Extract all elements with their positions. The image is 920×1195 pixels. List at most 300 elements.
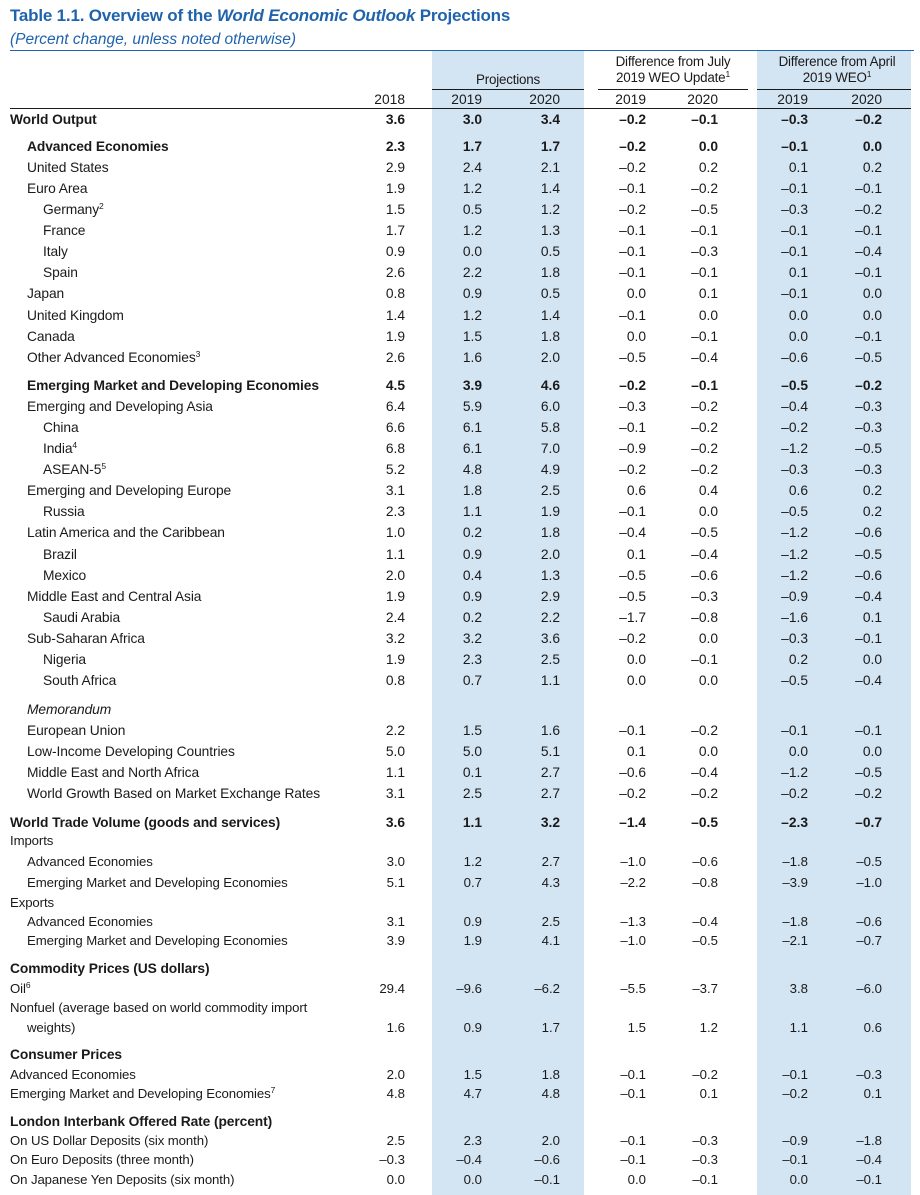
row-label-text: Advanced Economies (27, 139, 169, 154)
row-value: –0.1 (692, 1172, 718, 1187)
row-value: –0.4 (855, 673, 882, 688)
row-value: –1.8 (782, 854, 808, 869)
row-value: 1.1 (385, 765, 405, 780)
row-label-text: Emerging and Developing Europe (27, 483, 232, 498)
table-subtitle: (Percent change, unless noted otherwise) (10, 31, 297, 48)
row-value: 6.8 (385, 441, 405, 456)
row-value: –0.3 (856, 1067, 882, 1082)
row-value: –0.2 (692, 1067, 718, 1082)
table-row (0, 263, 920, 282)
table-row (0, 1018, 920, 1037)
row-label (43, 242, 68, 261)
row-value: 0.0 (386, 1172, 405, 1187)
row-value: 1.3 (540, 568, 560, 583)
row-value: –0.1 (619, 420, 646, 435)
row-label (10, 893, 54, 912)
row-label (27, 912, 153, 931)
row-label-text: Emerging Market and Developing Economies (27, 875, 288, 890)
row-value: 3.1 (385, 483, 405, 498)
row-label-text: Consumer Prices (10, 1047, 122, 1062)
row-value: –0.9 (781, 589, 808, 604)
row-value: –0.1 (691, 378, 718, 393)
row-value: 3.8 (789, 981, 808, 996)
row-value: –0.5 (692, 933, 718, 948)
row-value: 1.7 (385, 223, 405, 238)
row-value: 3.2 (462, 631, 482, 646)
row-label-text: European Union (27, 723, 126, 738)
table-row (0, 200, 920, 219)
table-row (0, 979, 920, 998)
table-row (0, 348, 920, 367)
row-value: –0.1 (619, 308, 646, 323)
row-value: –0.8 (692, 875, 718, 890)
row-label (27, 784, 320, 803)
row-value: 4.8 (541, 1086, 560, 1101)
table-row (0, 742, 920, 761)
row-value: 1.7 (540, 139, 560, 154)
row-value: 0.1 (699, 1086, 718, 1101)
row-value: 0.1 (626, 744, 646, 759)
row-label-text: London Interbank Offered Rate (percent) (10, 1114, 273, 1129)
row-value: 5.2 (385, 462, 405, 477)
row-label-text: ASEAN-5 (43, 462, 102, 477)
row-label-text: Advanced Economies (27, 914, 153, 929)
row-value: –0.5 (619, 589, 646, 604)
row-value: –0.4 (856, 1152, 882, 1167)
row-value: –1.2 (781, 525, 808, 540)
row-label (27, 523, 225, 542)
row-value: –0.9 (619, 441, 646, 456)
row-value: 2.2 (385, 723, 405, 738)
row-label-text: South Africa (43, 673, 117, 688)
table-row (0, 831, 920, 850)
table-row (0, 376, 920, 395)
row-value: 0.2 (862, 160, 882, 175)
row-label (43, 221, 85, 240)
row-value: –6.0 (856, 981, 882, 996)
row-value: 0.0 (788, 744, 808, 759)
row-value: –0.2 (691, 462, 718, 477)
table-row (0, 852, 920, 871)
row-value: 0.1 (863, 1086, 882, 1101)
row-value: –0.4 (781, 399, 808, 414)
row-value: 0.0 (862, 308, 882, 323)
row-value: 0.2 (698, 160, 718, 175)
row-value: 6.6 (385, 420, 405, 435)
row-value: –0.2 (855, 112, 882, 127)
row-value: 2.0 (386, 1067, 405, 1082)
row-label (10, 110, 97, 129)
row-label (27, 742, 235, 761)
row-label (43, 263, 78, 282)
row-label-text: France (43, 223, 86, 238)
table-row (0, 1150, 920, 1169)
table-row (0, 1084, 920, 1103)
row-label (43, 460, 106, 479)
table-row (0, 110, 920, 129)
row-value: –0.1 (782, 1067, 808, 1082)
row-value: –0.1 (781, 223, 808, 238)
row-value: –0.1 (619, 244, 646, 259)
row-label-text: Imports (10, 833, 54, 848)
row-value: 2.0 (540, 350, 560, 365)
row-value: –0.5 (691, 525, 718, 540)
row-value: –0.6 (534, 1152, 560, 1167)
table-row (0, 306, 920, 325)
row-label-text: Emerging Market and Developing Economies (10, 1086, 271, 1101)
row-value: 4.9 (540, 462, 560, 477)
year-header: 2019 (777, 92, 808, 107)
row-value: 0.0 (463, 1172, 482, 1187)
row-label-text: Germany (43, 202, 100, 217)
row-value: –1.4 (619, 815, 646, 830)
row-label-text: United Kingdom (27, 308, 124, 323)
row-value: 1.6 (540, 723, 560, 738)
row-value: –1.6 (781, 610, 808, 625)
table-row (0, 481, 920, 500)
row-label (27, 179, 87, 198)
row-value: –0.4 (691, 350, 718, 365)
row-value: –0.5 (619, 568, 646, 583)
table-row (0, 1112, 920, 1131)
table-row (0, 1170, 920, 1189)
row-label-text: China (43, 420, 79, 435)
row-value: 0.0 (626, 652, 646, 667)
row-value: 5.0 (385, 744, 405, 759)
row-value: 3.2 (540, 815, 560, 830)
row-value: 0.9 (462, 286, 482, 301)
row-value: –0.9 (782, 1133, 808, 1148)
row-value: –3.9 (782, 875, 808, 890)
row-value: –2.1 (782, 933, 808, 948)
row-value: 0.0 (698, 744, 718, 759)
row-value: –0.2 (619, 378, 646, 393)
table-row (0, 545, 920, 564)
row-value: 1.1 (462, 815, 482, 830)
row-value: –0.1 (534, 1172, 560, 1187)
row-label (43, 200, 104, 219)
table-row (0, 523, 920, 542)
row-value: 0.0 (462, 244, 482, 259)
row-value: 3.1 (386, 914, 405, 929)
row-label-text: Emerging Market and Developing Economies (27, 378, 319, 393)
row-value: –0.1 (782, 1152, 808, 1167)
row-label-text: Nonfuel (average based on world commodity import (10, 1000, 308, 1015)
table-title: Table 1.1. Overview of the World Economic Outlook Projections (10, 6, 511, 25)
row-value: –0.2 (619, 112, 646, 127)
row-value: 2.5 (386, 1133, 405, 1148)
row-label-text: Middle East and Central Asia (27, 589, 202, 604)
row-label-text: Nigeria (43, 652, 87, 667)
row-label-text: World Output (10, 112, 97, 127)
row-value: –0.2 (619, 462, 646, 477)
row-value: 1.2 (462, 223, 482, 238)
row-label (43, 502, 85, 521)
row-value: 4.8 (386, 1086, 405, 1101)
row-value: –0.2 (619, 786, 646, 801)
row-value: 2.3 (385, 504, 405, 519)
row-value: 0.1 (698, 286, 718, 301)
row-value: 0.0 (788, 329, 808, 344)
row-value: –0.2 (619, 160, 646, 175)
row-value: –0.2 (691, 399, 718, 414)
row-value: –1.2 (781, 568, 808, 583)
table-row (0, 1065, 920, 1084)
row-value: 2.7 (540, 786, 560, 801)
row-value: 4.7 (463, 1086, 482, 1101)
row-label (27, 481, 231, 500)
row-value: –1.0 (620, 854, 646, 869)
row-value: 0.5 (540, 244, 560, 259)
row-value: –1.2 (781, 441, 808, 456)
row-value: –0.4 (855, 244, 882, 259)
row-value: –0.1 (781, 181, 808, 196)
year-header: 2020 (851, 92, 882, 107)
row-value: 3.6 (540, 631, 560, 646)
row-value: 1.2 (699, 1020, 718, 1035)
row-label (27, 376, 319, 395)
row-label-text: Mexico (43, 568, 87, 583)
row-value: 2.3 (462, 652, 482, 667)
row-value: 2.4 (385, 610, 405, 625)
row-value: –0.5 (619, 350, 646, 365)
row-value: –0.6 (855, 525, 882, 540)
row-value: 1.2 (462, 181, 482, 196)
row-label-text: Sub-Saharan Africa (27, 631, 145, 646)
table-row (0, 650, 920, 669)
row-value: 3.4 (540, 112, 560, 127)
row-value: –0.7 (856, 933, 882, 948)
row-value: 2.6 (385, 350, 405, 365)
row-value: 1.9 (385, 181, 405, 196)
row-value: 0.2 (788, 652, 808, 667)
row-value: –0.6 (691, 568, 718, 583)
table-row (0, 1045, 920, 1064)
row-label (27, 348, 200, 367)
row-label-text: Canada (27, 329, 75, 344)
row-value: –0.8 (691, 610, 718, 625)
row-label (10, 1065, 136, 1084)
row-value: –0.1 (691, 329, 718, 344)
row-value: –0.2 (691, 181, 718, 196)
row-value: 7.0 (540, 441, 560, 456)
row-label-text: Oil (10, 981, 26, 996)
row-value: –0.1 (619, 504, 646, 519)
row-label-text: Middle East and North Africa (27, 765, 200, 780)
row-value: 6.4 (385, 399, 405, 414)
row-value: 5.0 (462, 744, 482, 759)
table-row (0, 700, 920, 719)
row-label-text: United States (27, 160, 109, 175)
table-row (0, 502, 920, 521)
table-row (0, 721, 920, 740)
row-value: –1.0 (856, 875, 882, 890)
row-label (10, 1112, 272, 1131)
row-label-text: Advanced Economies (10, 1067, 136, 1082)
row-value: 0.4 (698, 483, 718, 498)
row-value: 0.0 (862, 652, 882, 667)
row-value: 1.6 (462, 350, 482, 365)
year-header: 2019 (615, 92, 646, 107)
row-value: –0.3 (781, 202, 808, 217)
row-value: 6.1 (462, 441, 482, 456)
row-label (27, 852, 153, 871)
row-value: –0.2 (619, 139, 646, 154)
row-value: –0.5 (691, 202, 718, 217)
row-label-text: Memorandum (27, 702, 112, 717)
row-value: –0.6 (855, 568, 882, 583)
row-value: –0.1 (855, 181, 882, 196)
row-label (10, 979, 30, 998)
row-value: 1.8 (540, 525, 560, 540)
row-label-text: Euro Area (27, 181, 88, 196)
row-value: 0.1 (462, 765, 482, 780)
row-value: 1.9 (385, 652, 405, 667)
table-row (0, 931, 920, 950)
row-value: 0.0 (626, 329, 646, 344)
row-value: 2.6 (385, 265, 405, 280)
row-label (10, 813, 280, 832)
table-row (0, 813, 920, 832)
row-value: 1.4 (385, 308, 405, 323)
row-value: –0.2 (691, 420, 718, 435)
row-value: 1.5 (627, 1020, 646, 1035)
row-label (27, 763, 199, 782)
row-value: –0.1 (691, 265, 718, 280)
row-value: 2.0 (540, 547, 560, 562)
row-value: 0.0 (698, 139, 718, 154)
row-value: 2.4 (462, 160, 482, 175)
table-row (0, 998, 920, 1017)
row-value: –0.1 (781, 139, 808, 154)
row-value: –0.5 (855, 547, 882, 562)
row-label (43, 650, 86, 669)
row-value: 1.1 (385, 547, 405, 562)
row-value: –0.1 (855, 223, 882, 238)
row-value: –0.2 (855, 786, 882, 801)
table-row (0, 784, 920, 803)
row-value: –0.3 (619, 399, 646, 414)
table-row (0, 179, 920, 198)
row-value: –0.6 (619, 765, 646, 780)
row-value: 2.7 (541, 854, 560, 869)
row-value: 2.0 (385, 568, 405, 583)
table-row (0, 959, 920, 978)
row-label (27, 700, 111, 719)
row-label (43, 545, 77, 564)
row-value: 4.8 (462, 462, 482, 477)
row-value: 0.0 (862, 744, 882, 759)
row-value: 1.9 (540, 504, 560, 519)
row-value: –0.5 (781, 378, 808, 393)
footnote-marker: 4 (72, 440, 78, 450)
row-value: 1.3 (540, 223, 560, 238)
table-row (0, 566, 920, 585)
row-label (43, 671, 116, 690)
row-value: 0.9 (463, 1020, 482, 1035)
july-diff-header-line1: Difference from July (615, 54, 731, 69)
row-value: –0.2 (782, 1086, 808, 1101)
row-value: 0.7 (463, 875, 482, 890)
row-value: 3.6 (385, 815, 405, 830)
table-row (0, 873, 920, 892)
row-value: –0.2 (619, 631, 646, 646)
table-row (0, 671, 920, 690)
row-label-text: Spain (43, 265, 78, 280)
row-value: 0.0 (862, 139, 882, 154)
row-value: 6.1 (462, 420, 482, 435)
row-label (27, 587, 201, 606)
row-label-text: World Trade Volume (goods and services) (10, 815, 281, 830)
row-label (43, 608, 120, 627)
row-label-text: Emerging Market and Developing Economies (27, 933, 288, 948)
row-value: –1.8 (782, 914, 808, 929)
row-value: –0.1 (855, 723, 882, 738)
row-value: –0.7 (855, 815, 882, 830)
row-label-text: Italy (43, 244, 68, 259)
row-value: –0.1 (619, 223, 646, 238)
row-label-text: Exports (10, 895, 55, 910)
row-label (10, 831, 53, 850)
footnote-marker: 3 (195, 349, 201, 359)
table-row (0, 418, 920, 437)
row-value: –5.5 (620, 981, 646, 996)
row-value: 29.4 (379, 981, 405, 996)
row-value: 0.2 (462, 525, 482, 540)
table-row (0, 893, 920, 912)
row-value: –0.1 (620, 1133, 646, 1148)
row-label-text: weights) (27, 1020, 76, 1035)
row-value: 6.0 (540, 399, 560, 414)
row-value: 0.5 (540, 286, 560, 301)
row-value: 1.5 (385, 202, 405, 217)
row-value: –0.1 (691, 112, 718, 127)
row-value: 2.5 (540, 652, 560, 667)
row-value: 1.4 (540, 308, 560, 323)
projections-header: Projections (475, 72, 541, 87)
row-value: 0.2 (462, 610, 482, 625)
row-value: –0.3 (781, 112, 808, 127)
table-row (0, 439, 920, 458)
row-value: –0.4 (456, 1152, 482, 1167)
row-value: 1.1 (462, 504, 482, 519)
table-row (0, 608, 920, 627)
row-value: 1.0 (385, 525, 405, 540)
row-value: 5.9 (462, 399, 482, 414)
footnote-marker: 2 (99, 201, 104, 211)
april-diff-header-line1: Difference from April (778, 54, 896, 69)
row-value: –0.1 (691, 652, 718, 667)
row-value: –6.2 (534, 981, 560, 996)
row-value: –0.3 (781, 631, 808, 646)
row-value: –0.2 (691, 723, 718, 738)
row-value: –0.1 (855, 329, 882, 344)
row-value: 0.0 (627, 1172, 646, 1187)
row-value: –3.7 (692, 981, 718, 996)
row-value: 0.6 (788, 483, 808, 498)
row-value: 0.2 (862, 483, 882, 498)
row-label-text: Japan (27, 286, 65, 301)
row-value: 0.0 (626, 673, 646, 688)
row-value: 4.5 (385, 378, 405, 393)
row-value: 0.0 (698, 504, 718, 519)
table-row (0, 587, 920, 606)
row-value: –2.2 (620, 875, 646, 890)
row-label (10, 1045, 122, 1064)
row-value: –0.1 (619, 723, 646, 738)
table-row (0, 912, 920, 931)
row-value: 2.7 (540, 765, 560, 780)
